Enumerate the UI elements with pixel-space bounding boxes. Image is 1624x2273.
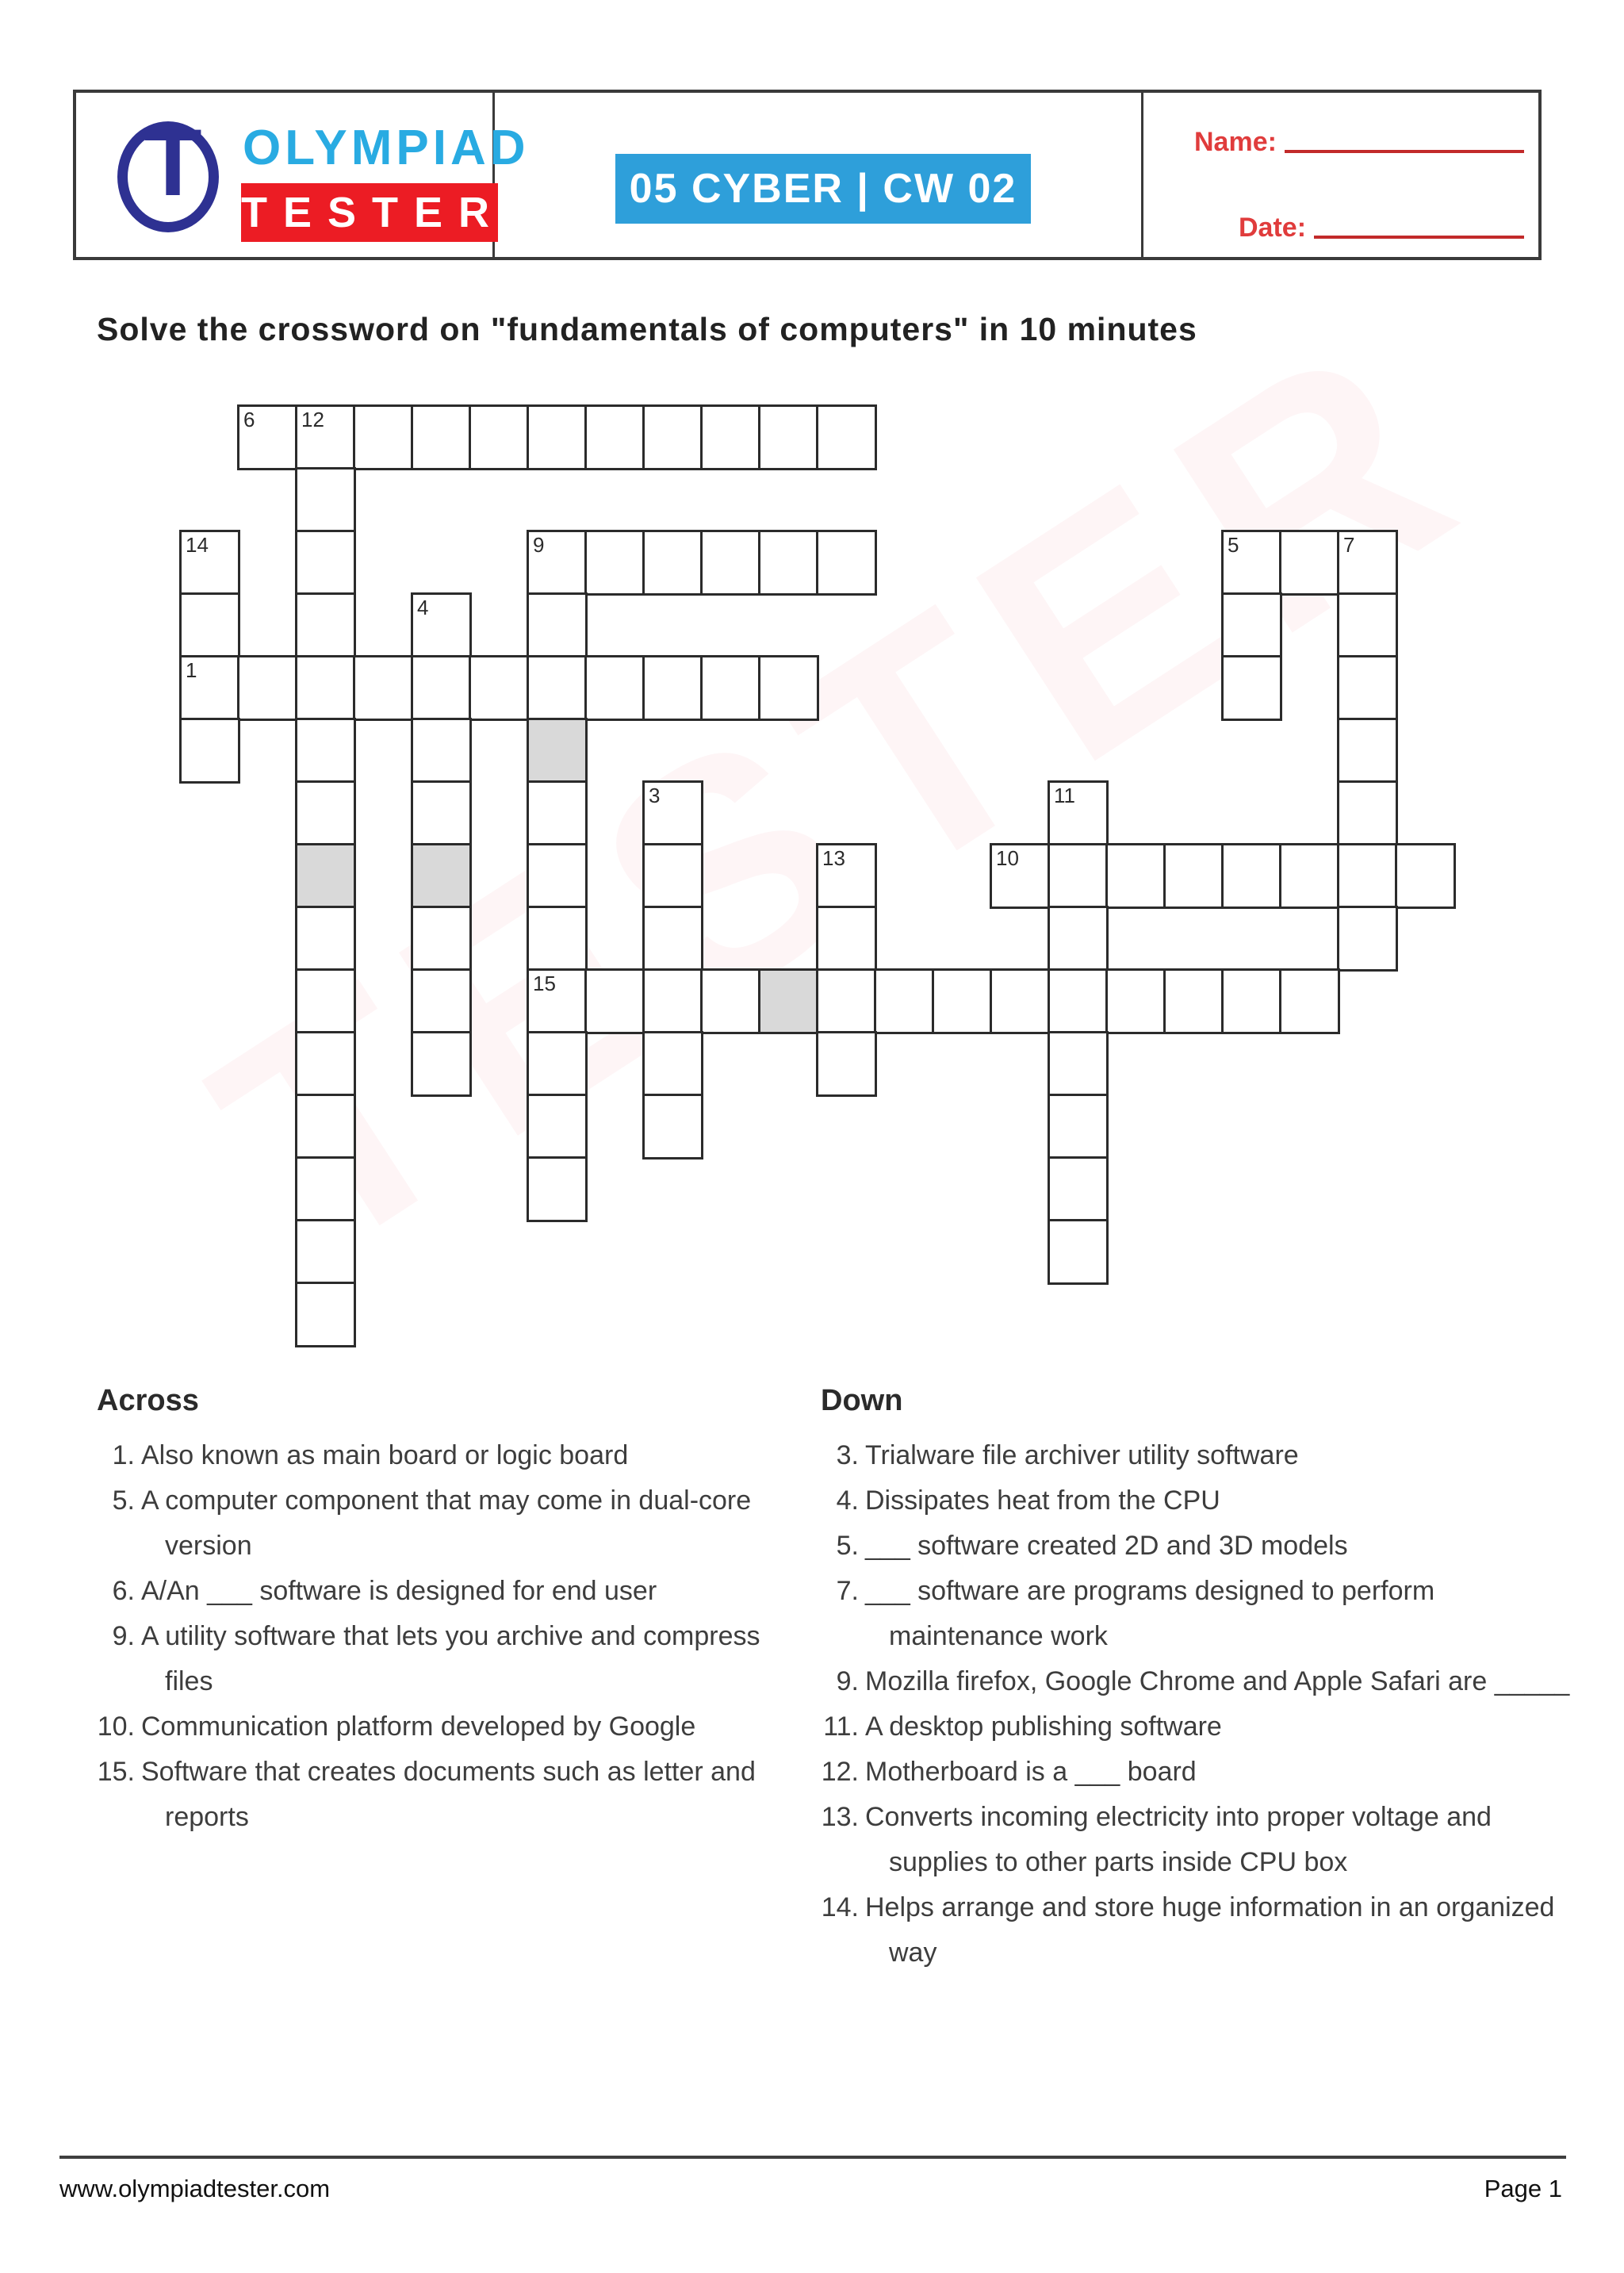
- crossword-cell[interactable]: [642, 968, 703, 1034]
- crossword-cell[interactable]: [527, 843, 588, 909]
- brand-name: OLYMPIAD: [243, 121, 530, 175]
- crossword-cell[interactable]: [1105, 968, 1166, 1034]
- crossword-cell[interactable]: [1337, 906, 1398, 972]
- footer-page-number: Page 1: [1484, 2175, 1562, 2202]
- name-label: Name:: [1194, 127, 1277, 157]
- clue-item: [821, 1569, 1574, 1659]
- crossword-cell[interactable]: [1337, 843, 1398, 909]
- crossword-cell[interactable]: [642, 655, 703, 721]
- crossword-cell[interactable]: [411, 718, 472, 784]
- cell-number: 12: [301, 408, 324, 431]
- crossword-cell[interactable]: [1221, 530, 1282, 596]
- crossword-cell[interactable]: [1048, 780, 1109, 846]
- clue-item: [97, 1569, 802, 1614]
- crossword-cell[interactable]: [527, 592, 588, 658]
- crossword-cell[interactable]: [816, 968, 877, 1034]
- crossword-cell[interactable]: [758, 530, 819, 596]
- crossword-cell[interactable]: [816, 404, 877, 470]
- crossword-cell[interactable]: [816, 843, 877, 909]
- name-input-line[interactable]: [1285, 150, 1524, 153]
- crossword-cell[interactable]: [295, 1282, 356, 1347]
- crossword-cell[interactable]: [295, 467, 356, 533]
- crossword-cell[interactable]: [1048, 843, 1109, 909]
- clue-text: Communication platform developed by Google: [141, 1711, 696, 1742]
- crossword-cell[interactable]: [353, 655, 414, 721]
- crossword-cell[interactable]: [469, 655, 530, 721]
- crossword-cell[interactable]: [1279, 843, 1340, 909]
- crossword-cell[interactable]: [295, 843, 356, 909]
- crossword-cell[interactable]: [179, 655, 240, 721]
- date-field-row: [1239, 212, 1524, 243]
- cell-number: 6: [243, 408, 255, 431]
- clue-number: 10.: [97, 1711, 135, 1742]
- clue-number: 11.: [823, 1711, 859, 1742]
- crossword-cell[interactable]: [179, 530, 240, 596]
- crossword-cell[interactable]: [1279, 968, 1340, 1034]
- page-title: 05 CYBER | CW 02: [615, 154, 1031, 224]
- crossword-cell[interactable]: [1395, 843, 1456, 909]
- clue-item: [821, 1659, 1574, 1704]
- logo-cell: [76, 93, 530, 257]
- crossword-cell[interactable]: [237, 404, 298, 470]
- clue-number: 3.: [836, 1440, 859, 1470]
- clue-number: 1.: [112, 1440, 135, 1470]
- crossword-cell[interactable]: [179, 718, 240, 784]
- clue-item: [821, 1478, 1574, 1524]
- across-clues-section: [97, 1378, 802, 1840]
- crossword-cell[interactable]: [237, 655, 298, 721]
- brand-logo-icon: [114, 109, 232, 237]
- across-title: Across: [97, 1384, 199, 1417]
- clue-number: 12.: [821, 1757, 859, 1787]
- crossword-grid: [181, 406, 1457, 1349]
- crossword-cell[interactable]: [527, 906, 588, 972]
- clue-item: [821, 1704, 1574, 1750]
- footer-divider: [59, 2156, 1566, 2159]
- cell-number: 9: [533, 533, 545, 557]
- crossword-cell[interactable]: [1221, 655, 1282, 721]
- clue-item: [821, 1795, 1574, 1885]
- crossword-cell[interactable]: [295, 404, 356, 470]
- clue-item: [97, 1704, 802, 1750]
- crossword-cell[interactable]: [1048, 1031, 1109, 1097]
- crossword-cell[interactable]: [527, 530, 588, 596]
- cell-number: 3: [649, 784, 661, 807]
- clue-text: ___ software are programs designed to perform maintenance work: [865, 1576, 1435, 1651]
- cell-number: 5: [1228, 533, 1239, 557]
- crossword-cell[interactable]: [1048, 1156, 1109, 1222]
- clue-text: Helps arrange and store huge information in an organized way: [865, 1892, 1555, 1968]
- crossword-cell[interactable]: [527, 968, 588, 1034]
- cell-number: 7: [1343, 533, 1355, 557]
- cell-number: 10: [996, 846, 1019, 870]
- title-cell: [495, 93, 1143, 257]
- clue-text: Also known as main board or logic board: [141, 1440, 629, 1470]
- crossword-cell[interactable]: [295, 530, 356, 596]
- crossword-cell[interactable]: [1337, 780, 1398, 846]
- cell-number: 1: [186, 658, 197, 682]
- crossword-cell[interactable]: [642, 1094, 703, 1159]
- clue-text: A computer component that may come in dual-core version: [141, 1485, 752, 1561]
- cell-number: 14: [186, 533, 209, 557]
- name-field-row: [1194, 126, 1524, 158]
- crossword-cell[interactable]: [584, 530, 645, 596]
- crossword-cell[interactable]: [816, 1031, 877, 1097]
- crossword-cell[interactable]: [1105, 843, 1166, 909]
- clue-item: [821, 1750, 1574, 1795]
- clue-number: 14.: [821, 1892, 859, 1922]
- clue-text: A desktop publishing software: [865, 1711, 1222, 1742]
- name-date-cell: [1143, 93, 1538, 257]
- crossword-cell[interactable]: [527, 780, 588, 846]
- clue-item: [97, 1614, 802, 1704]
- clue-item: [821, 1524, 1574, 1569]
- crossword-cell[interactable]: [295, 1219, 356, 1285]
- crossword-cell[interactable]: [874, 968, 935, 1034]
- crossword-cell[interactable]: [1337, 530, 1398, 596]
- crossword-cell[interactable]: [411, 843, 472, 909]
- clue-text: Converts incoming electricity into proper voltage and supplies to other parts inside CPU box: [865, 1802, 1492, 1877]
- crossword-cell[interactable]: [295, 1156, 356, 1222]
- clue-number: 5.: [112, 1485, 135, 1516]
- crossword-cell[interactable]: [816, 530, 877, 596]
- crossword-cell[interactable]: [527, 1156, 588, 1222]
- crossword-cell[interactable]: [1279, 530, 1340, 596]
- clue-number: 4.: [836, 1485, 859, 1516]
- crossword-cell[interactable]: [411, 906, 472, 972]
- date-label: Date:: [1239, 213, 1307, 243]
- crossword-cell[interactable]: [758, 404, 819, 470]
- clue-number: 13.: [821, 1802, 859, 1832]
- footer-url[interactable]: www.olympiadtester.com: [59, 2175, 331, 2202]
- clue-text: Trialware file archiver utility software: [865, 1440, 1299, 1470]
- crossword-cell[interactable]: [700, 655, 761, 721]
- clue-number: 6.: [112, 1576, 135, 1606]
- crossword-cell[interactable]: [1048, 968, 1109, 1034]
- down-clues-section: [821, 1378, 1574, 1976]
- crossword-cell[interactable]: [990, 843, 1051, 909]
- crossword-cell[interactable]: [642, 530, 703, 596]
- clue-number: 5.: [836, 1531, 859, 1561]
- crossword-cell[interactable]: [469, 404, 530, 470]
- crossword-cell[interactable]: [527, 1094, 588, 1159]
- crossword-cell[interactable]: [758, 968, 819, 1034]
- cell-number: 11: [1054, 784, 1075, 807]
- crossword-cell[interactable]: [642, 843, 703, 909]
- crossword-cell[interactable]: [1221, 968, 1282, 1034]
- cell-number: 15: [533, 972, 556, 995]
- crossword-cell[interactable]: [295, 1031, 356, 1097]
- crossword-cell[interactable]: [700, 404, 761, 470]
- crossword-cell[interactable]: [411, 655, 472, 721]
- clue-number: 15.: [97, 1757, 135, 1787]
- crossword-cell[interactable]: [1337, 655, 1398, 721]
- clue-number: 9.: [112, 1621, 135, 1651]
- cell-number: 4: [417, 596, 429, 619]
- clue-text: Dissipates heat from the CPU: [865, 1485, 1220, 1516]
- crossword-cell[interactable]: [642, 780, 703, 846]
- crossword-cell[interactable]: [527, 718, 588, 784]
- crossword-cell[interactable]: [295, 655, 356, 721]
- crossword-cell[interactable]: [295, 1094, 356, 1159]
- crossword-cell[interactable]: [1048, 1219, 1109, 1285]
- instruction-text: Solve the crossword on "fundamentals of computers" in 10 minutes: [97, 311, 1197, 347]
- crossword-cell[interactable]: [1163, 968, 1224, 1034]
- crossword-cell[interactable]: [700, 968, 761, 1034]
- clue-number: 9.: [836, 1666, 859, 1696]
- date-input-line[interactable]: [1314, 236, 1524, 239]
- crossword-cell[interactable]: [411, 780, 472, 846]
- crossword-cell[interactable]: [353, 404, 414, 470]
- crossword-cell[interactable]: [584, 404, 645, 470]
- crossword-cell[interactable]: [642, 1031, 703, 1097]
- clue-text: Software that creates documents such as letter and reports: [141, 1757, 756, 1832]
- crossword-cell[interactable]: [411, 404, 472, 470]
- down-title: Down: [821, 1384, 903, 1417]
- clue-item: [97, 1750, 802, 1840]
- crossword-cell[interactable]: [932, 968, 993, 1034]
- clue-item: [97, 1478, 802, 1569]
- down-clue-list: [821, 1433, 1574, 1976]
- crossword-cell[interactable]: [527, 404, 588, 470]
- clue-text: A utility software that lets you archive and compress files: [141, 1621, 760, 1696]
- crossword-cell[interactable]: [295, 906, 356, 972]
- crossword-cell[interactable]: [1221, 592, 1282, 658]
- clue-text: Motherboard is a ___ board: [865, 1757, 1197, 1787]
- clue-text: A/An ___ software is designed for end user: [141, 1576, 657, 1606]
- crossword-cell[interactable]: [1337, 592, 1398, 658]
- clue-text: ___ software created 2D and 3D models: [865, 1531, 1348, 1561]
- crossword-cell[interactable]: [700, 530, 761, 596]
- crossword-cell[interactable]: [411, 1031, 472, 1097]
- crossword-cell[interactable]: [1048, 906, 1109, 972]
- clue-item: [821, 1885, 1574, 1976]
- crossword-cell[interactable]: [1337, 718, 1398, 784]
- crossword-cell[interactable]: [295, 718, 356, 784]
- crossword-cell[interactable]: [584, 655, 645, 721]
- cell-number: 13: [822, 846, 845, 870]
- header: [73, 90, 1542, 260]
- crossword-cell[interactable]: [584, 968, 645, 1034]
- brand-subname: TESTER: [241, 183, 498, 242]
- clue-text: Mozilla firefox, Google Chrome and Apple Safari are _____: [865, 1666, 1570, 1696]
- clue-item: [97, 1433, 802, 1478]
- crossword-cell[interactable]: [642, 404, 703, 470]
- clue-item: [821, 1433, 1574, 1478]
- across-clue-list: [97, 1433, 802, 1840]
- clue-number: 7.: [836, 1576, 859, 1606]
- crossword-cell[interactable]: [411, 592, 472, 658]
- crossword-cell[interactable]: [411, 968, 472, 1034]
- crossword-cell[interactable]: [758, 655, 819, 721]
- crossword-cell[interactable]: [295, 968, 356, 1034]
- logo-letter: T: [144, 109, 202, 216]
- crossword-cell[interactable]: [527, 1031, 588, 1097]
- crossword-cell[interactable]: [1048, 1094, 1109, 1159]
- crossword-cell[interactable]: [295, 780, 356, 846]
- crossword-cell[interactable]: [1163, 843, 1224, 909]
- crossword-cell[interactable]: [527, 655, 588, 721]
- crossword-cell[interactable]: [179, 592, 240, 658]
- crossword-cell[interactable]: [642, 906, 703, 972]
- crossword-cell[interactable]: [1221, 843, 1282, 909]
- crossword-cell[interactable]: [295, 592, 356, 658]
- crossword-cell[interactable]: [816, 906, 877, 972]
- crossword-cell[interactable]: [990, 968, 1051, 1034]
